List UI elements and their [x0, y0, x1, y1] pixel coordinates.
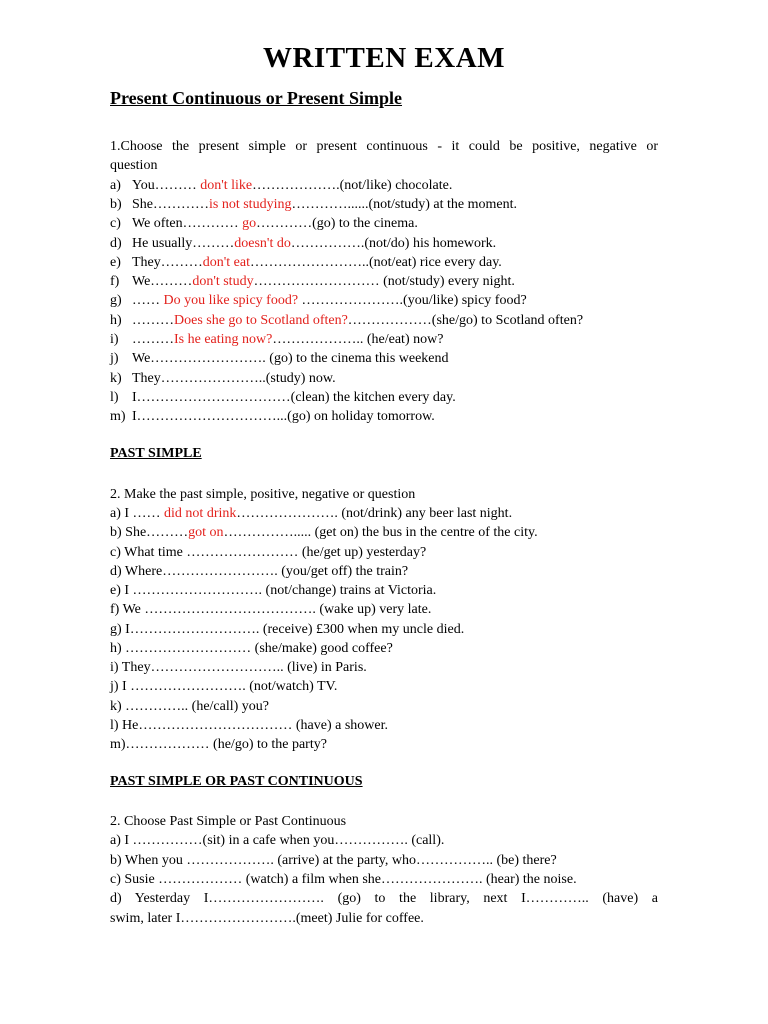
item-label: i) — [110, 332, 119, 347]
exercise-item: i) They……………………….. (live) in Paris. — [110, 660, 367, 675]
item-answer: Do you like spicy food? — [163, 293, 299, 308]
item-label: l) — [110, 390, 119, 405]
exercise-item — [110, 311, 658, 330]
section1-instruction-cont: question — [110, 158, 158, 173]
item-answer: Is he eating now? — [174, 332, 273, 347]
exercise-item — [110, 234, 658, 253]
item-label: b) — [110, 197, 122, 212]
section3-instruction: 2. Choose Past Simple or Past Continuous — [110, 814, 347, 829]
item-text-after: ………………(she/go) to Scotland often? — [347, 313, 584, 328]
exercise-item — [110, 504, 658, 523]
exercise-item: b) When you ………………. (arrive) at the party, who…………….. (be) there? — [110, 853, 557, 868]
item-text-before: I……………………………(clean) the kitchen every day. — [132, 390, 456, 405]
exercise-item: e) I ………………………. (not/change) trains at Victoria. — [110, 583, 437, 598]
item-label: e) — [110, 255, 121, 270]
exercise-item — [110, 176, 658, 195]
exercise-item — [110, 330, 658, 349]
item-text-before: b) She……… — [110, 525, 189, 540]
item-text-after: ……………….(not/like) chocolate. — [252, 178, 453, 193]
exercise-item — [110, 523, 658, 542]
item-label: k) — [110, 371, 122, 386]
section-heading-past-simple: PAST SIMPLE — [110, 446, 202, 461]
item-text-before: ……… — [132, 332, 174, 347]
page-title: WRITTEN EXAM — [262, 42, 506, 74]
item-answer: don't eat — [202, 255, 250, 270]
section2-instruction: 2. Make the past simple, positive, negative or question — [110, 487, 416, 502]
item-answer: go — [242, 216, 257, 231]
exercise-item: f) We ………………………………. (wake up) very late. — [110, 602, 432, 617]
item-text-before: a) I …… — [110, 506, 165, 521]
item-answer: don't like — [200, 178, 253, 193]
exercise-item — [110, 407, 658, 426]
item-text-before: They……… — [132, 255, 203, 270]
item-label: h) — [110, 313, 122, 328]
item-answer: doesn't do — [234, 236, 291, 251]
item-label: f) — [110, 274, 120, 289]
item-answer: did not drink — [164, 506, 237, 521]
exercise-item: m)……………… (he/go) to the party? — [110, 737, 327, 752]
exercise-item: k) ………….. (he/call) you? — [110, 699, 270, 714]
item-text-before: She………… — [132, 197, 209, 212]
exercise-item: d) Yesterday I……………………. (go) to the library, next I………….. (have) a — [110, 891, 658, 906]
exercise-item: a) I ……………(sit) in a cafe when you……………. (call). — [110, 833, 445, 848]
exercise-item: h) ……………………… (she/make) good coffee? — [110, 641, 393, 656]
item-text-after: ……………….. (he/eat) now? — [272, 332, 444, 347]
item-text-before: I…………………………...(go) on holiday tomorrow. — [132, 409, 435, 424]
exercise-item: j) I ……………………. (not/watch) TV. — [110, 679, 338, 694]
exercise-item — [110, 253, 658, 272]
item-answer: got on — [188, 525, 224, 540]
item-text-after: ……………………… (not/study) every night. — [253, 274, 515, 289]
item-text-before: We……………………. (go) to the cinema this weekend — [132, 351, 449, 366]
exercise-item — [110, 388, 658, 407]
item-text-before: We……… — [132, 274, 193, 289]
item-text-before: …… — [132, 293, 164, 308]
item-text-before: He usually……… — [132, 236, 235, 251]
exercise-item: l) He…………………………… (have) a shower. — [110, 718, 389, 733]
item-label: c) — [110, 216, 121, 231]
item-text-after: ……………………..(not/eat) rice every day. — [250, 255, 502, 270]
exercise-item-cont: swim, later I…………………….(meet) Julie for coffee. — [110, 911, 424, 926]
exercise-item — [110, 349, 658, 368]
exercise-item — [110, 214, 658, 233]
item-text-after: ………………….(you/like) spicy food? — [298, 293, 527, 308]
exercise-item: d) Where……………………. (you/get off) the train? — [110, 564, 409, 579]
item-text-after: …………….(not/do) his homework. — [290, 236, 497, 251]
item-label: a) — [110, 178, 121, 193]
item-answer: Does she go to Scotland often? — [174, 313, 348, 328]
section1-instruction: 1.Choose the present simple or present continuous - it could be positive, negative or — [110, 139, 658, 154]
exercise-item — [110, 291, 658, 310]
item-answer: is not studying — [209, 197, 292, 212]
item-label: d) — [110, 236, 122, 251]
item-answer: don't study — [192, 274, 254, 289]
exercise-item: c) Susie ……………… (watch) a film when she…………………. (hear) the noise. — [110, 872, 577, 887]
item-text-before: ……… — [132, 313, 174, 328]
item-text-after: …………......(not/study) at the moment. — [291, 197, 517, 212]
exercise-item — [110, 272, 658, 291]
item-text-after: ……………..... (get on) the bus in the centre of the city. — [223, 525, 538, 540]
item-label: g) — [110, 293, 122, 308]
item-text-after: …………………. (not/drink) any beer last night. — [236, 506, 513, 521]
item-label: m) — [110, 409, 126, 424]
exercise-item — [110, 195, 658, 214]
section-heading-past-simple-or-continuous: PAST SIMPLE OR PAST CONTINUOUS — [110, 774, 363, 789]
page-subtitle: Present Continuous or Present Simple — [110, 88, 403, 108]
exercise-item: c) What time …………………… (he/get up) yesterday? — [110, 545, 427, 560]
item-text-before: They…………………..(study) now. — [132, 371, 336, 386]
item-text-after: …………(go) to the cinema. — [256, 216, 418, 231]
exercise-item — [110, 369, 658, 388]
item-label: j) — [110, 351, 119, 366]
item-text-before: We often………… — [132, 216, 243, 231]
exercise-item: g) I………………………. (receive) £300 when my uncle died. — [110, 622, 465, 637]
item-text-before: You……… — [132, 178, 201, 193]
